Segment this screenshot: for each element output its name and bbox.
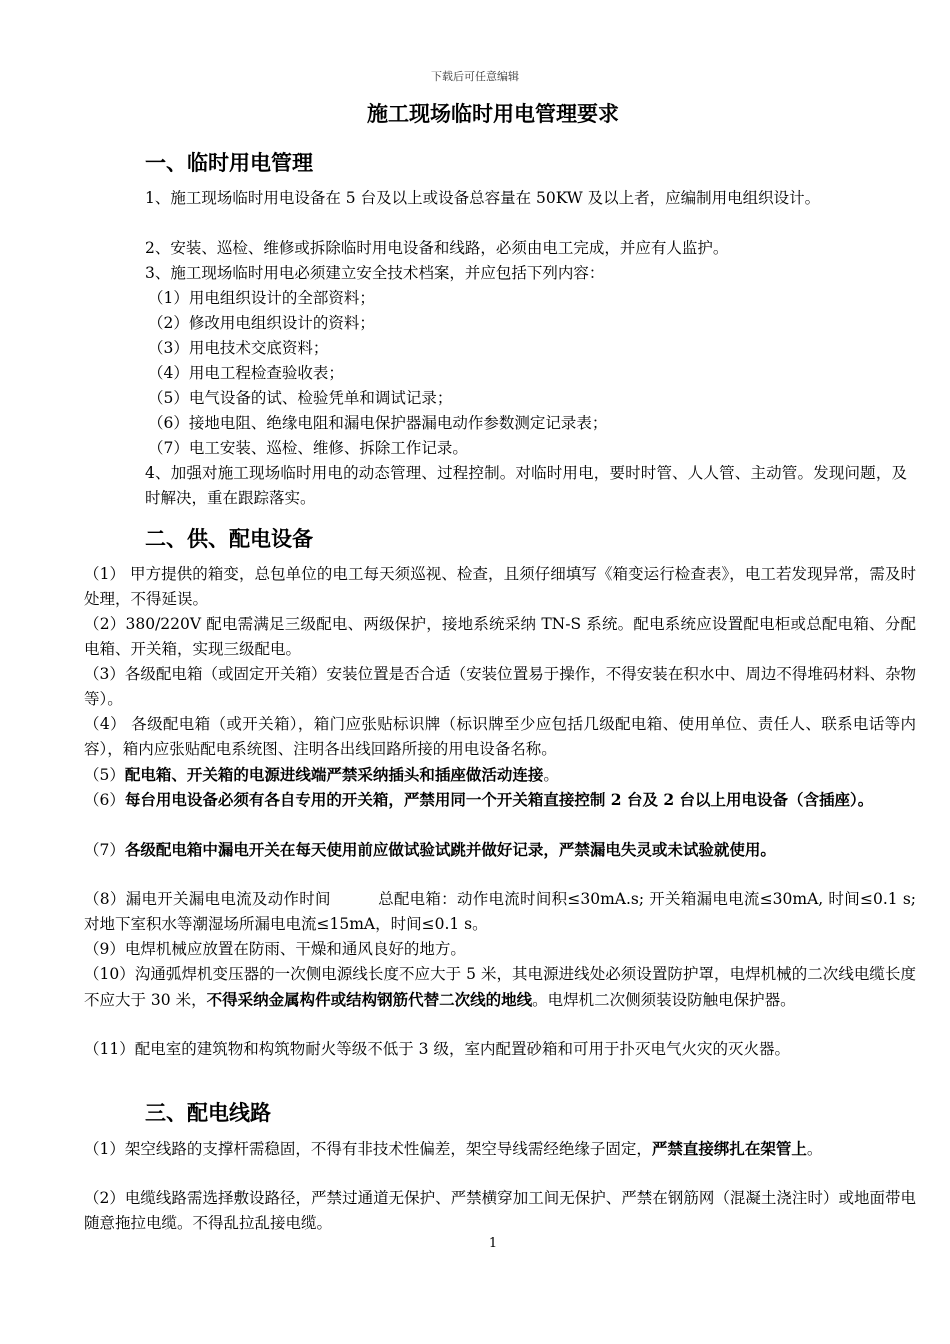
s1-subitem-5: （5）电气设备的试、检验凭单和调试记录； <box>148 389 453 407</box>
s1-subitem-4: （4）用电工程检查验收表； <box>148 364 344 382</box>
s2-para-10 <box>84 962 916 1013</box>
s2-para-9: （9）电焊机械应放置在防雨、干燥和通风良好的地方。 <box>84 940 466 958</box>
s2-para-6-prefix: （6） <box>84 791 125 809</box>
s2-para-6-bold: 每台用电设备必须有各自专用的开关箱，严禁用同一个开关箱直接控制 2 台及 2 台以上用电设备（含插座）。 <box>124 790 874 809</box>
s2-para-7 <box>84 837 916 863</box>
s1-item-3: 3、施工现场临时用电必须建立安全技术档案，并应包括下列内容： <box>145 264 605 282</box>
s2-para-7-bold: 各级配电箱中漏电开关在每天使用前应做试验试跳并做好记录，严禁漏电失灵或未试验就使用。 <box>124 840 776 859</box>
s1-item-1: 1、施工现场临时用电设备在 5 台及以上或设备总容量在 50KW 及以上者，应编制用电组织设计。 <box>145 189 821 207</box>
s3-para-1 <box>84 1136 916 1162</box>
s1-subitem-2: （2）修改用电组织设计的资料； <box>148 314 375 332</box>
s3-para-1-bold: 严禁直接绑扎在架管上 <box>651 1139 807 1158</box>
s2-para-11: （11）配电室的建筑物和构筑物耐火等级不低于 3 级，室内配置砂箱和可用于扑灭电气火灾的灭火器。 <box>84 1040 790 1058</box>
s3-para-1-a: （1）架空线路的支撑杆需稳固，不得有非技术性偏差，架空导线需经绝缘子固定， <box>84 1140 652 1158</box>
s1-subitem-3: （3）用电技术交底资料； <box>148 339 329 357</box>
s2-para-7-prefix: （7） <box>84 841 125 859</box>
s1-subitem-7: （7）电工安装、巡检、维修、拆除工作记录。 <box>148 439 468 457</box>
s2-para-2: （2）380/220V 配电需满足三级配电、两级保护，接地系统采纳 TN-S 系统。配电系统应设置配电柜或总配电箱、分配电箱、开关箱，实现三级配电。 <box>84 615 916 658</box>
s2-para-4: （4） 各级配电箱（或开关箱），箱门应张贴标识牌（标识牌至少应包括几级配电箱、使用单位、责任人、联系电话等内容），箱内应张贴配电系统图、注明各出线回路所接的用电设备名称。 <box>84 715 916 758</box>
section-heading-3: 三、配电线路 <box>145 1101 271 1125</box>
s3-para-1-b: 。 <box>806 1140 823 1158</box>
s2-para-8: （8）漏电开关漏电电流及动作时间 总配电箱：动作电流时间积≤30mA.s; 开关箱漏电电流≤30mA, 时间≤0.1 s;对地下室积水等潮湿场所漏电电流≤15mA，时间≤0.1 s。 <box>84 890 916 933</box>
s2-para-1: （1） 甲方提供的箱变，总包单位的电工每天须巡视、检查，且须仔细填写《箱变运行检查表》，电工若发现异常，需及时处理，不得延误。 <box>84 565 916 608</box>
s2-para-10-bold: 不得采纳金属构件或结构钢筋代替二次线的地线 <box>206 990 533 1009</box>
s2-para-6 <box>84 787 916 813</box>
section-heading-2: 二、供、配电设备 <box>145 527 313 551</box>
section-heading-1: 一、临时用电管理 <box>145 151 313 175</box>
s1-item-2: 2、安装、巡检、维修或拆除临时用电设备和线路，必须由电工完成，并应有人监护。 <box>145 239 729 257</box>
s2-para-10-a: （10）沟通弧焊机变压器的一次侧电源线长度不应大于 5 米，其电源进线处必须设置防护罩，电焊机械的二次线电缆长度不应大于 30 米， <box>84 965 916 1009</box>
header-note: 下载后可任意编辑 <box>431 70 519 83</box>
s2-para-3: （3）各级配电箱（或固定开关箱）安装位置是否合适（安装位置易于操作，不得安装在积水中、周边不得堆码材料、杂物等）。 <box>84 665 916 708</box>
s1-subitem-1: （1）用电组织设计的全部资料； <box>148 289 375 307</box>
s2-para-5-prefix: （5） <box>84 766 125 784</box>
s2-para-5 <box>84 762 916 788</box>
s2-para-5-suffix: 。 <box>543 766 559 784</box>
page-number: 1 <box>488 1236 498 1251</box>
s1-item-4: 4、加强对施工现场临时用电的动态管理、过程控制。对临时用电，要时时管、人人管、主动管。发现问题，及时解决，重在跟踪落实。 <box>145 464 907 507</box>
s3-para-2: （2）电缆线路需选择敷设路径，严禁过通道无保护、严禁横穿加工间无保护、严禁在钢筋网（混凝土浇注时）或地面带电随意拖拉电缆。不得乱拉乱接电缆。 <box>84 1189 916 1232</box>
s1-subitem-6: （6）接地电阻、绝缘电阻和漏电保护器漏电动作参数测定记录表； <box>148 414 608 432</box>
s2-para-10-b: 。电焊机二次侧须装设防触电保护器。 <box>532 991 796 1009</box>
document-title: 施工现场临时用电管理要求 <box>367 101 619 126</box>
s2-para-5-bold: 配电箱、开关箱的电源进线端严禁采纳插头和插座做活动连接 <box>124 765 544 784</box>
